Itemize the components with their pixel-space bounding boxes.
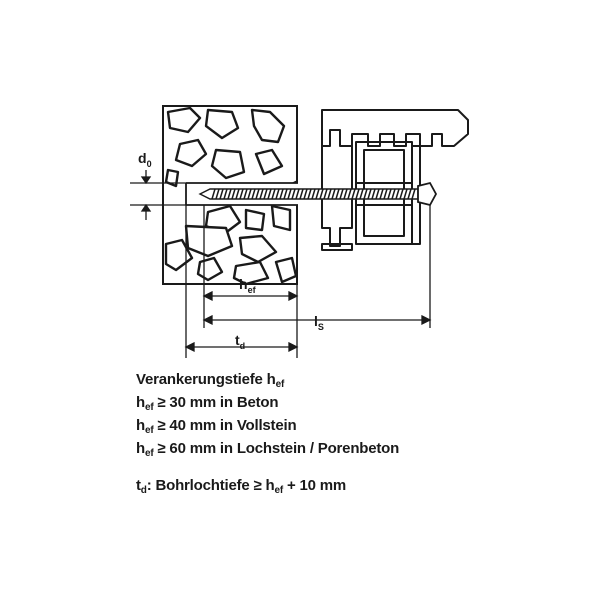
screw-head bbox=[418, 183, 436, 205]
label-td: $t_d$ bbox=[235, 332, 246, 351]
window-frame-profile bbox=[322, 110, 468, 250]
note-row-vollstein: $h_{ef} \ge 40$ mm in Vollstein bbox=[136, 417, 297, 436]
note-row-beton: $h_{ef} \ge 30$ mm in Beton bbox=[136, 394, 279, 413]
label-d0: $d_0$ bbox=[138, 150, 152, 169]
anchoring-notes bbox=[136, 368, 399, 497]
note-drill-depth-formula: $t_d$: Bohrlochtiefe ≥ $h_{ef} + 10$ mm bbox=[136, 477, 347, 496]
label-hef: $h_{ef}$ bbox=[239, 276, 256, 295]
note-row-lochstein: $h_{ef} \ge 60$ mm in Lochstein / Porenbeton bbox=[136, 440, 400, 459]
notes-title: Verankerungstiefe $h_{ef}$ bbox=[136, 371, 285, 390]
label-ls: $l_S$ bbox=[314, 313, 324, 332]
